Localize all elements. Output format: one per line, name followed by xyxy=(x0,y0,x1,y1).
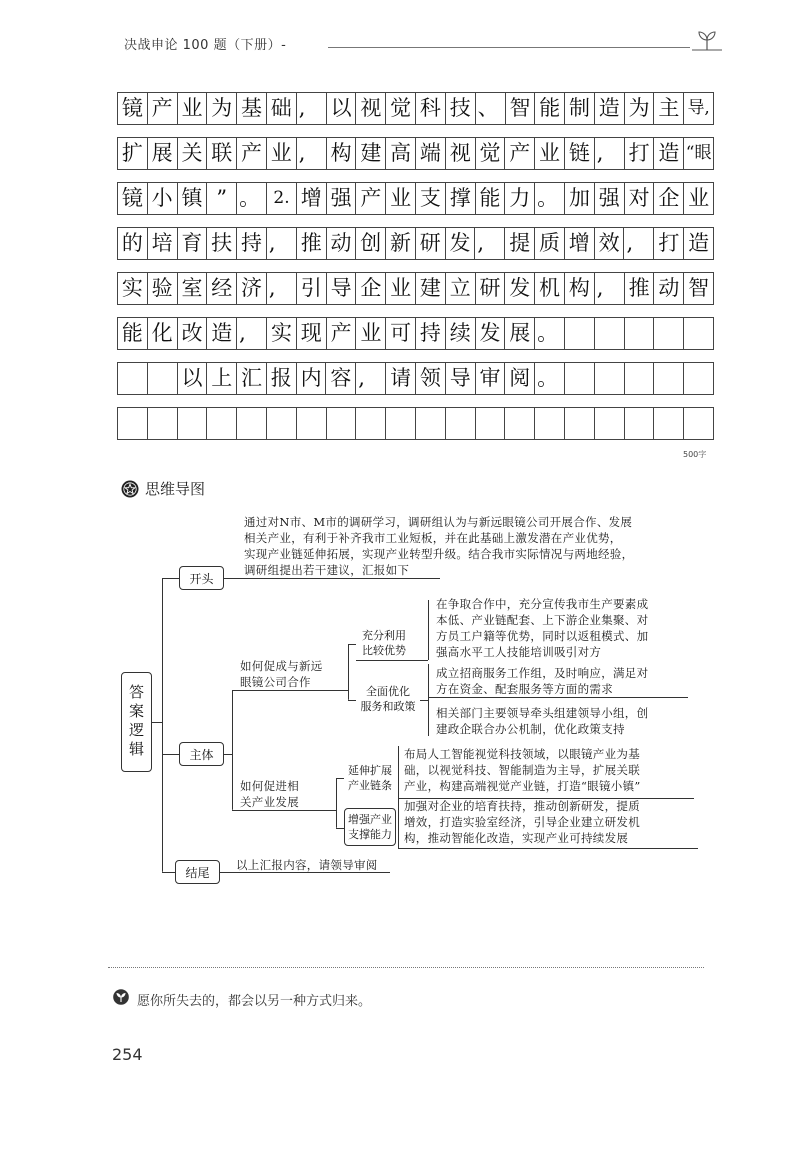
zengqiang-text: 加强对企业的培育扶持，推动创新研发，提质 增效，打造实验室经济，引导企业建立研发机 构，推动智能化改造，实现产业可持续发展 xyxy=(404,799,640,845)
grid-row xyxy=(117,362,714,395)
grid-cell: 推 xyxy=(297,227,327,260)
grid-cell xyxy=(684,407,714,440)
grid-cell: 化 xyxy=(148,317,178,350)
grid-cell: 技 xyxy=(446,92,476,125)
grid-cell: 室 xyxy=(178,272,208,305)
grid-cell: 济 xyxy=(237,272,267,305)
grid-cell: 强 xyxy=(595,182,625,215)
grid-cell xyxy=(565,362,595,395)
grid-cell: 创 xyxy=(356,227,386,260)
grid-cell: 业 xyxy=(178,92,208,125)
grid-cell: 对 xyxy=(625,182,655,215)
grid-cell: 业 xyxy=(267,137,297,170)
footer-dotted-rule xyxy=(108,967,704,968)
grid-cell xyxy=(207,407,237,440)
grid-cell xyxy=(386,407,416,440)
grid-cell: 支 xyxy=(416,182,446,215)
grid-cell xyxy=(356,407,386,440)
grid-cell xyxy=(178,407,208,440)
grid-cell: 立 xyxy=(446,272,476,305)
grid-cell xyxy=(684,317,714,350)
grid-cell xyxy=(476,407,506,440)
grid-cell xyxy=(625,317,655,350)
grid-cell: 现 xyxy=(297,317,327,350)
grid-cell xyxy=(327,407,357,440)
grid-cell xyxy=(297,407,327,440)
grid-cell xyxy=(595,362,625,395)
grid-cell: 以 xyxy=(327,92,357,125)
grid-cell: 经 xyxy=(207,272,237,305)
running-header-title: 决战申论 100 题（下册）- xyxy=(124,38,287,53)
grid-cell: 业 xyxy=(386,272,416,305)
header-rule xyxy=(328,47,690,48)
grid-cell: 扩 xyxy=(118,137,148,170)
grid-cell: 主 xyxy=(654,92,684,125)
grid-cell xyxy=(565,407,595,440)
yanshen-text: 布局人工智能视觉科技领域，以眼镜产业为基 础，以视觉科技、智能制造为主导，扩展关联 产业，构建高端视觉产业链，打造“眼镜小镇” xyxy=(404,747,641,793)
grid-cell xyxy=(595,317,625,350)
grid-cell: 育 xyxy=(178,227,208,260)
grid-cell: 镇 xyxy=(178,182,208,215)
quanmian-text-2: 相关部门主要领导牵头组建领导小组，创 建政企联合办公机制，优化政策支持 xyxy=(436,706,649,736)
grid-cell: 机 xyxy=(535,272,565,305)
grid-cell: 发 xyxy=(505,272,535,305)
node-kaitou: 开头 xyxy=(179,566,224,590)
grid-cell: 加 xyxy=(565,182,595,215)
grid-cell: 强 xyxy=(327,182,357,215)
grid-cell: 实 xyxy=(118,272,148,305)
grid-cell: 展 xyxy=(148,137,178,170)
grid-cell: 关 xyxy=(178,137,208,170)
grid-cell xyxy=(148,407,178,440)
grid-cell: , xyxy=(595,272,625,305)
grid-cell: 持 xyxy=(416,317,446,350)
grid-cell: 能 xyxy=(535,92,565,125)
grid-cell: 2. xyxy=(267,182,297,215)
grid-cell: 报 xyxy=(267,362,297,395)
node-yanshen: 延伸扩展 产业链条 xyxy=(344,759,396,797)
grid-cell: 请 xyxy=(386,362,416,395)
grid-cell: 智 xyxy=(506,92,536,125)
grid-cell xyxy=(654,362,684,395)
grid-cell: 企 xyxy=(654,182,684,215)
grid-cell: 增 xyxy=(565,227,595,260)
grid-cell: 培 xyxy=(148,227,178,260)
grid-cell xyxy=(446,407,476,440)
grid-cell: 持 xyxy=(237,227,267,260)
star-badge-icon xyxy=(121,480,139,498)
grid-cell: 汇 xyxy=(237,362,267,395)
grid-cell: 觉 xyxy=(386,92,416,125)
grid-cell: 增 xyxy=(297,182,327,215)
grid-cell xyxy=(535,407,565,440)
grid-row xyxy=(117,182,714,215)
grid-cell xyxy=(148,362,178,395)
grid-cell: 觉 xyxy=(476,137,506,170)
grid-cell: 上 xyxy=(207,362,237,395)
grid-cell: 产 xyxy=(237,137,267,170)
grid-cell: , xyxy=(267,227,297,260)
grid-cell: 镜 xyxy=(118,182,148,215)
grid-cell: 提 xyxy=(505,227,535,260)
grid-cell: 视 xyxy=(356,92,386,125)
manuscript-grid xyxy=(117,92,714,452)
grid-cell: 镜 xyxy=(118,92,148,125)
jiewei-text: 以上汇报内容，请领导审阅 xyxy=(236,858,378,872)
page-number: 254 xyxy=(112,1045,143,1064)
grid-cell: 为 xyxy=(625,92,655,125)
node-quanmian: 全面优化 服务和政策 xyxy=(356,682,420,716)
grid-cell: 产 xyxy=(356,182,386,215)
grid-cell xyxy=(654,407,684,440)
grid-cell xyxy=(595,407,625,440)
grid-cell: 为 xyxy=(207,92,237,125)
grid-row xyxy=(117,92,714,125)
grid-cell: 基 xyxy=(237,92,267,125)
grid-cell: 动 xyxy=(654,272,684,305)
grid-cell: , xyxy=(475,227,505,260)
node-root: 答案逻辑 xyxy=(121,672,152,772)
leaf-icon xyxy=(113,989,129,1005)
grid-cell: 业 xyxy=(535,137,565,170)
grid-cell: 础 xyxy=(267,92,297,125)
grid-cell xyxy=(118,362,148,395)
grid-row xyxy=(117,407,714,440)
grid-cell: 视 xyxy=(446,137,476,170)
grid-cell: 审 xyxy=(476,362,506,395)
grid-cell: 。 xyxy=(535,182,565,215)
grid-cell: 展 xyxy=(505,317,535,350)
node-jiewei: 结尾 xyxy=(175,860,220,884)
grid-cell xyxy=(118,407,148,440)
section-title: 思维导图 xyxy=(145,480,206,498)
grid-cell: 可 xyxy=(386,317,416,350)
grid-cell: 的 xyxy=(118,227,148,260)
grid-cell: , xyxy=(237,317,267,350)
grid-cell: , xyxy=(297,92,327,125)
grid-cell: 内 xyxy=(297,362,327,395)
grid-cell: 质 xyxy=(535,227,565,260)
grid-cell: 端 xyxy=(416,137,446,170)
grid-cell: 阅 xyxy=(505,362,535,395)
grid-cell: , xyxy=(356,362,386,395)
quanmian-text-1: 成立招商服务工作组，及时响应，满足对 方在资金、配套服务等方面的需求 xyxy=(436,666,649,696)
grid-cell xyxy=(625,407,655,440)
grid-cell: 科 xyxy=(416,92,446,125)
grid-cell: 以 xyxy=(178,362,208,395)
grid-cell: 力 xyxy=(505,182,535,215)
branch2-label: 如何促进相 关产业发展 xyxy=(240,779,299,809)
grid-cell: 企 xyxy=(356,272,386,305)
grid-cell: 构 xyxy=(565,272,595,305)
grid-cell: 高 xyxy=(386,137,416,170)
grid-cell: 联 xyxy=(207,137,237,170)
grid-cell xyxy=(654,317,684,350)
root-bracket xyxy=(162,578,163,872)
grid-cell: 领 xyxy=(416,362,446,395)
grid-cell: , xyxy=(267,272,297,305)
grid-cell: 导 xyxy=(446,362,476,395)
grid-cell: 智 xyxy=(684,272,714,305)
grid-cell: 造 xyxy=(207,317,237,350)
grid-cell: 研 xyxy=(476,272,506,305)
grid-cell: 动 xyxy=(327,227,357,260)
kaitou-text: 通过对N市、M市的调研学习，调研组认为与新远眼镜公司开展合作、发展 相关产业，有利于补齐我市工业短板，并在此基础上激发潜在产业优势， 实现产业链延伸拓展，实现产业转型升级。结合我市实际情况与两地经验， 调研组提出若干建议，汇报如下 xyxy=(244,515,634,577)
grid-cell: 研 xyxy=(416,227,446,260)
grid-cell: 验 xyxy=(148,272,178,305)
grid-cell: 新 xyxy=(386,227,416,260)
grid-cell xyxy=(565,317,595,350)
grid-cell: 实 xyxy=(267,317,297,350)
grid-cell: 续 xyxy=(446,317,476,350)
grid-cell: 建 xyxy=(356,137,386,170)
grid-cell: 产 xyxy=(148,92,178,125)
grid-cell: , xyxy=(297,137,327,170)
grid-cell: 。 xyxy=(535,362,565,395)
zhuti-bracket xyxy=(232,690,233,810)
grid-cell: 小 xyxy=(148,182,178,215)
grid-cell: 业 xyxy=(684,182,714,215)
footer-quote: 愿你所失去的，都会以另一种方式归来。 xyxy=(137,994,372,1009)
grid-cell: 业 xyxy=(356,317,386,350)
node-zhuti: 主体 xyxy=(179,742,224,766)
grid-cell: , xyxy=(624,227,654,260)
grid-cell: 、 xyxy=(476,92,506,125)
grid-cell: 造 xyxy=(684,227,714,260)
grid-cell: 推 xyxy=(625,272,655,305)
grid-cell: 构 xyxy=(327,137,357,170)
root-connector xyxy=(152,722,162,723)
grid-cell: 能 xyxy=(476,182,506,215)
grid-cell: 。 xyxy=(535,317,565,350)
grid-cell: “眼 xyxy=(684,137,714,170)
sprout-icon xyxy=(690,30,724,52)
grid-cell: 打 xyxy=(654,227,684,260)
grid-cell: 发 xyxy=(476,317,506,350)
grid-cell: 能 xyxy=(118,317,148,350)
grid-cell: 造 xyxy=(595,92,625,125)
grid-cell xyxy=(416,407,446,440)
node-chongfen: 充分利用 比较优势 xyxy=(356,626,412,660)
grid-cell: 业 xyxy=(386,182,416,215)
grid-cell: , xyxy=(595,137,625,170)
grid-cell: 导 xyxy=(327,272,357,305)
grid-cell: 撑 xyxy=(446,182,476,215)
grid-cell: 引 xyxy=(297,272,327,305)
grid-row xyxy=(117,137,714,170)
node-zengqiang: 增强产业 支撑能力 xyxy=(344,808,396,846)
chongfen-text: 在争取合作中，充分宣传我市生产要素成 本低、产业链配套、上下游企业集聚、对 方员工户籍等优势，同时以返租模式、加 强高水平工人技能培训吸引对方 xyxy=(436,597,649,659)
grid-cell: 打 xyxy=(625,137,655,170)
grid-cell: 建 xyxy=(416,272,446,305)
grid-cell: 导, xyxy=(684,92,714,125)
grid-cell: 造 xyxy=(654,137,684,170)
grid-cell: 发 xyxy=(446,227,476,260)
grid-cell: 扶 xyxy=(207,227,237,260)
grid-cell xyxy=(505,407,535,440)
word-count-label: 500字 xyxy=(683,450,707,459)
grid-cell xyxy=(684,362,714,395)
grid-cell: 效 xyxy=(595,227,625,260)
grid-cell xyxy=(267,407,297,440)
grid-cell: 产 xyxy=(505,137,535,170)
grid-cell: 。 xyxy=(237,182,267,215)
branch1-label: 如何促成与新远 眼镜公司合作 xyxy=(240,659,323,689)
grid-row xyxy=(117,227,714,260)
grid-row xyxy=(117,272,714,305)
grid-cell: ” xyxy=(207,182,237,215)
grid-cell xyxy=(237,407,267,440)
grid-cell: 制 xyxy=(565,92,595,125)
grid-cell: 容 xyxy=(326,362,356,395)
grid-cell: 链 xyxy=(565,137,595,170)
grid-cell xyxy=(625,362,655,395)
grid-cell: 产 xyxy=(327,317,357,350)
grid-cell: 改 xyxy=(178,317,208,350)
grid-row xyxy=(117,317,714,350)
